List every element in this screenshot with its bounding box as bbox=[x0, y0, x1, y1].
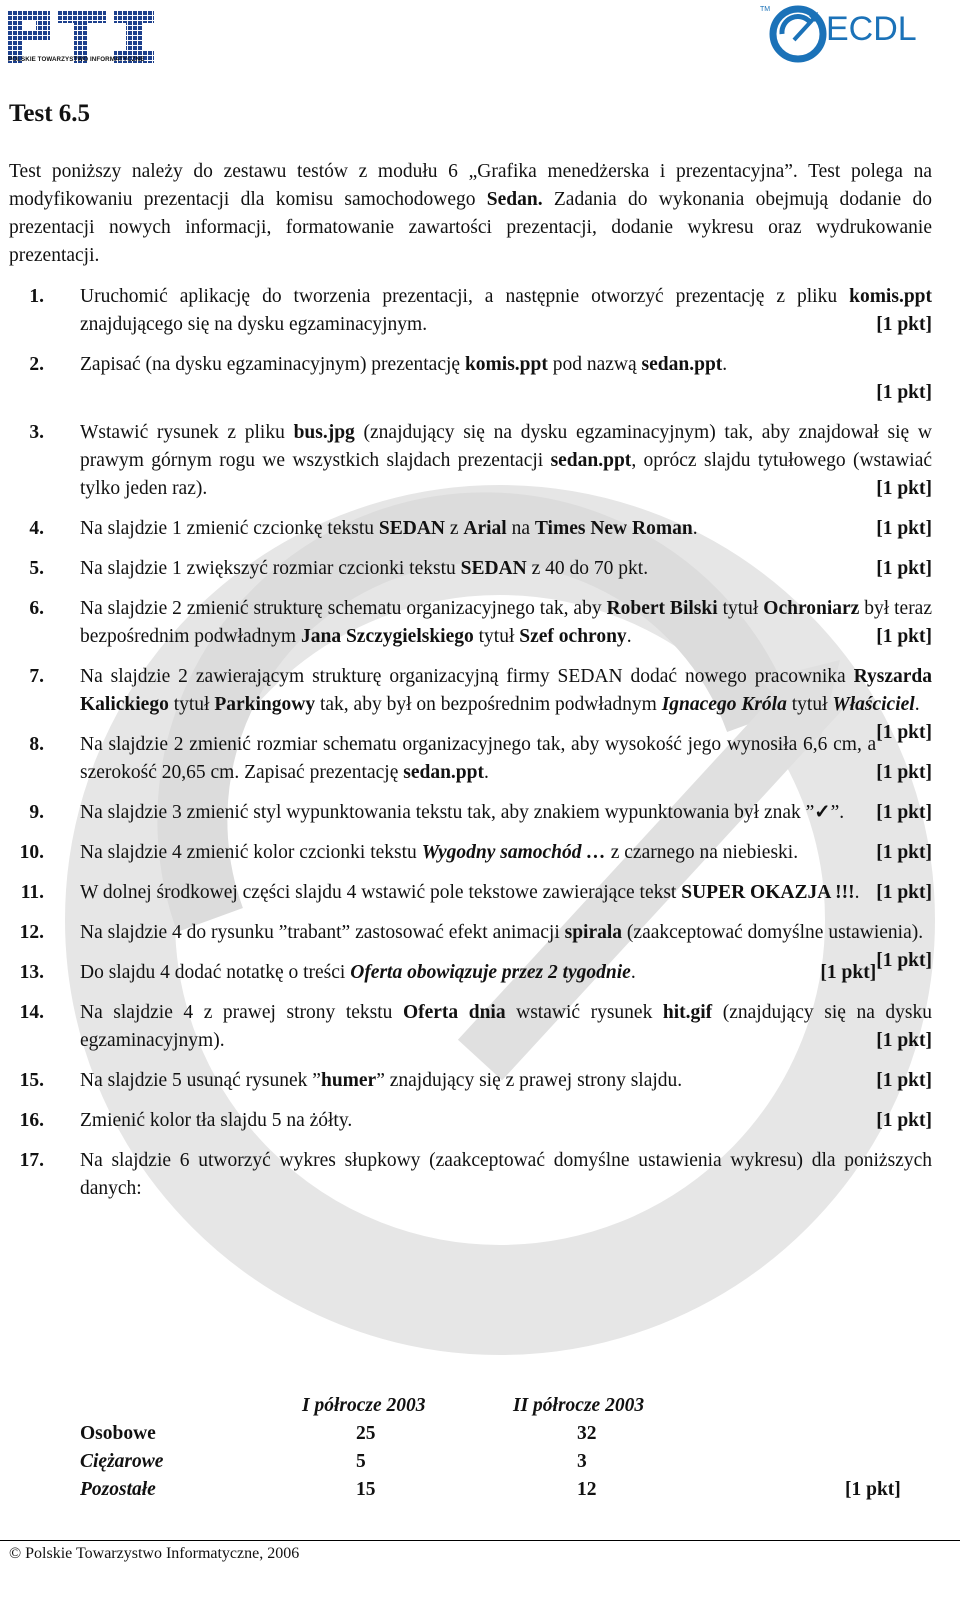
task-item bbox=[9, 1067, 932, 1095]
task-text: . bbox=[483, 762, 489, 783]
task-item bbox=[9, 919, 932, 971]
task-number: 12. bbox=[19, 922, 44, 943]
task-text: Ryszarda Kalickiego bbox=[80, 666, 932, 715]
task-text: Na slajdzie 4 z prawej strony tekstu bbox=[80, 1002, 403, 1023]
table-header-row bbox=[80, 1392, 920, 1420]
points-label: [1 pkt] bbox=[876, 1110, 932, 1131]
points-label: [1 pkt] bbox=[876, 558, 932, 579]
task-text: był teraz bezpośrednim podwładnym bbox=[80, 598, 932, 647]
points-label: [1 pkt] bbox=[876, 314, 932, 335]
table-cell: 15 bbox=[356, 1479, 376, 1500]
task-text: . bbox=[630, 962, 636, 983]
task-text: Do slajdu 4 dodać notatkę o treści bbox=[80, 962, 351, 983]
task-text: bus.jpg bbox=[293, 422, 355, 443]
task-number: 7. bbox=[29, 666, 44, 687]
points-label: [1 pkt] bbox=[876, 382, 932, 403]
page-title: Test 6.5 bbox=[9, 100, 91, 127]
task-number: 9. bbox=[29, 802, 44, 823]
task-text: (znajdujący się na dysku egzaminacyjnym). bbox=[80, 1002, 932, 1051]
task-number: 6. bbox=[29, 598, 44, 619]
task-text: . bbox=[914, 694, 920, 715]
task-text: Zapisać (na dysku egzaminacyjnym) prezentację bbox=[80, 354, 465, 375]
task-text: SEDAN bbox=[460, 558, 527, 579]
task-item bbox=[9, 555, 932, 583]
row-label: Osobowe bbox=[80, 1423, 156, 1444]
intro-text: Test poniższy należy do zestawu testów z modułu 6 „Grafika menedżerska i prezentacyjna”. Test polega na modyfikowaniu prezentacji dla komisu samochodowego bbox=[9, 161, 932, 210]
task-item bbox=[9, 1147, 932, 1203]
task-text: Oferta dnia bbox=[402, 1002, 506, 1023]
task-text: Arial bbox=[463, 518, 507, 539]
task-number: 1. bbox=[29, 286, 44, 307]
task-item bbox=[9, 351, 932, 407]
task-text: SUPER OKAZJA !!! bbox=[681, 882, 855, 903]
trademark-label: TM bbox=[760, 6, 771, 13]
task-item bbox=[9, 515, 932, 543]
task-text: ” znajdujący się z prawej strony slajdu. bbox=[376, 1070, 683, 1091]
task-text: komis.ppt bbox=[464, 354, 548, 375]
points-label: [1 pkt] bbox=[876, 842, 932, 863]
task-text: Parkingowy bbox=[214, 694, 316, 715]
points-label: [1 pkt] bbox=[876, 1070, 932, 1091]
task-text: Ignacego Króla bbox=[661, 694, 787, 715]
points-label: [1 pkt] bbox=[876, 762, 932, 783]
task-text: Na slajdzie 2 zmienić strukturę schematu organizacyjnego tak, aby bbox=[80, 598, 607, 619]
footer-divider bbox=[0, 1540, 960, 1541]
table-cell: 3 bbox=[577, 1451, 587, 1472]
points-label: [1 pkt] bbox=[876, 1030, 932, 1051]
task-text: spirala bbox=[564, 922, 623, 943]
task-text: z 40 do 70 pkt. bbox=[526, 558, 649, 579]
task-item bbox=[9, 1107, 932, 1135]
task-text: Na slajdzie 3 zmienić styl wypunktowania tekstu tak, aby znakiem wypunktowania był znak ” bbox=[80, 802, 815, 823]
task-text: Na slajdzie 4 zmienić kolor czcionki tekstu bbox=[80, 842, 422, 863]
task-text: Na slajdzie 1 zmienić czcionkę tekstu bbox=[80, 518, 379, 539]
task-text: (znajdujący się na dysku egzaminacyjnym) tak, aby znajdował się w prawym górnym rogu we wszystkich slajdach prezentacji bbox=[80, 422, 932, 471]
page-header bbox=[0, 0, 960, 80]
task-text: Na slajdzie 6 utworzyć wykres słupkowy (zaakceptować domyślne ustawienia wykresu) dla poniższych danych: bbox=[80, 1150, 932, 1199]
intro-rest: Zadania do wykonania obejmują dodanie do prezentacji nowych informacji, formatowanie zawartości prezentacji, dodanie wykresu oraz wydrukowanie prezentacji. bbox=[9, 189, 933, 266]
task-item bbox=[9, 663, 932, 743]
table-row bbox=[80, 1476, 920, 1504]
points-label: [1 pkt] bbox=[876, 802, 932, 823]
task-text: Wygodny samochód … bbox=[421, 842, 606, 863]
points-label: [1 pkt] bbox=[820, 962, 877, 983]
task-item bbox=[9, 799, 932, 827]
column-header: II półrocze 2003 bbox=[513, 1395, 645, 1416]
task-text: . bbox=[626, 626, 632, 647]
task-text: tytuł bbox=[786, 694, 833, 715]
task-text: Oferta obowiązuje przez 2 tygodnie bbox=[350, 962, 631, 983]
task-text: tytuł bbox=[717, 598, 764, 619]
ecdl-wordmark: ECDL bbox=[826, 10, 917, 48]
task-number: 13. bbox=[19, 962, 44, 983]
task-text: tytuł bbox=[473, 626, 520, 647]
task-text: wstawić rysunek bbox=[505, 1002, 663, 1023]
task-number: 5. bbox=[29, 558, 44, 579]
table-cell: 32 bbox=[577, 1423, 597, 1444]
task-text: Jana Szczygielskiego bbox=[300, 626, 474, 647]
task-item bbox=[9, 283, 932, 339]
task-text: sedan.ppt bbox=[403, 762, 484, 783]
column-header: I półrocze 2003 bbox=[302, 1395, 426, 1416]
points-label: [1 pkt] bbox=[876, 950, 932, 971]
task-item bbox=[9, 595, 932, 651]
task-number: 16. bbox=[19, 1110, 44, 1131]
table-cell: 12 bbox=[577, 1479, 597, 1500]
row-label: Pozostałe bbox=[80, 1479, 156, 1500]
task-text: SEDAN bbox=[378, 518, 445, 539]
table-row bbox=[80, 1448, 920, 1476]
task-text: hit.gif bbox=[662, 1002, 713, 1023]
pti-caption: POLSKIE TOWARZYSTWO INFORMATYCZNE bbox=[8, 56, 145, 63]
task-text: . bbox=[722, 354, 728, 375]
task-text: na bbox=[506, 518, 535, 539]
points-label: [1 pkt] bbox=[876, 518, 932, 539]
points-label: [1 pkt] bbox=[876, 882, 932, 903]
task-text: sedan.ppt bbox=[641, 354, 723, 375]
task-text: , oprócz slajdu tytułowego (wstawiać tylko jeden raz). bbox=[80, 450, 933, 499]
checkmark-icon: ✓ bbox=[814, 802, 831, 823]
page-footer: © Polskie Towarzystwo Informatyczne, 2006 bbox=[9, 1545, 300, 1562]
task-text: Na slajdzie 2 zawierającym strukturę organizacyjną firmy SEDAN dodać nowego pracownika bbox=[80, 666, 854, 687]
table-row bbox=[80, 1420, 920, 1448]
task-text: ”. bbox=[830, 802, 845, 823]
points-label: [1 pkt] bbox=[876, 478, 932, 499]
task-text: (zaakceptować domyślne ustawienia). bbox=[622, 922, 924, 943]
task-number: 2. bbox=[29, 354, 44, 375]
data-table bbox=[80, 1392, 920, 1504]
task-item bbox=[9, 839, 932, 867]
intro-bold: Sedan. bbox=[486, 189, 543, 210]
task-text: Na slajdzie 1 zwiększyć rozmiar czcionki tekstu bbox=[80, 558, 461, 579]
task-item bbox=[9, 999, 932, 1055]
task-number: 15. bbox=[19, 1070, 44, 1091]
task-text: Ochroniarz bbox=[763, 598, 860, 619]
task-text: Uruchomić aplikację do tworzenia prezentacji, a następnie otworzyć prezentację z pliku bbox=[80, 286, 850, 307]
task-text: humer bbox=[320, 1070, 377, 1091]
task-item bbox=[9, 419, 932, 503]
task-text: . bbox=[854, 882, 860, 903]
task-text: z bbox=[445, 518, 464, 539]
task-number: 3. bbox=[29, 422, 44, 443]
task-text: W dolnej środkowej części slajdu 4 wstawić pole tekstowe zawierające tekst bbox=[80, 882, 682, 903]
task-text: z czarnego na niebieski. bbox=[605, 842, 799, 863]
task-text: sedan.ppt bbox=[550, 450, 632, 471]
task-text: tak, aby był on bezpośrednim podwładnym bbox=[315, 694, 662, 715]
points-label: [1 pkt] bbox=[845, 1479, 901, 1500]
points-label: [1 pkt] bbox=[876, 722, 932, 743]
row-label: Ciężarowe bbox=[80, 1451, 164, 1472]
task-number: 4. bbox=[29, 518, 44, 539]
task-text: Na slajdzie 4 do rysunku ”trabant” zastosować efekt animacji bbox=[80, 922, 565, 943]
task-list bbox=[9, 283, 932, 1215]
task-text: Zmienić kolor tła slajdu 5 na żółty. bbox=[80, 1110, 353, 1131]
task-text: Na slajdzie 2 zmienić rozmiar schematu organizacyjnego tak, aby wysokość jego wynosiła 6,6 cm, a szerokość 20,65 cm. Zapisać prezentację bbox=[80, 734, 877, 783]
task-number: 14. bbox=[19, 1002, 44, 1023]
task-number: 17. bbox=[19, 1150, 44, 1171]
table-cell: 25 bbox=[356, 1423, 376, 1444]
task-text: Na slajdzie 5 usunąć rysunek ” bbox=[80, 1070, 321, 1091]
task-text: znajdującego się na dysku egzaminacyjnym. bbox=[80, 314, 428, 335]
task-text: komis.ppt bbox=[849, 286, 932, 307]
table-cell: 5 bbox=[356, 1451, 366, 1472]
task-item bbox=[9, 879, 932, 907]
task-number: 10. bbox=[19, 842, 44, 863]
task-text: Szef ochrony bbox=[519, 626, 627, 647]
points-label: [1 pkt] bbox=[876, 626, 932, 647]
task-text: Times New Roman bbox=[534, 518, 693, 539]
task-text: pod nazwą bbox=[547, 354, 642, 375]
task-number: 8. bbox=[29, 734, 44, 755]
task-text: tytuł bbox=[168, 694, 215, 715]
intro-paragraph bbox=[9, 158, 932, 270]
task-number: 11. bbox=[20, 882, 44, 903]
task-text: Wstawić rysunek z pliku bbox=[80, 422, 294, 443]
task-text: . bbox=[692, 518, 698, 539]
task-item bbox=[9, 731, 932, 787]
task-text: Właściciel bbox=[832, 694, 915, 715]
task-text: Robert Bilski bbox=[606, 598, 718, 619]
task-item bbox=[9, 959, 932, 987]
